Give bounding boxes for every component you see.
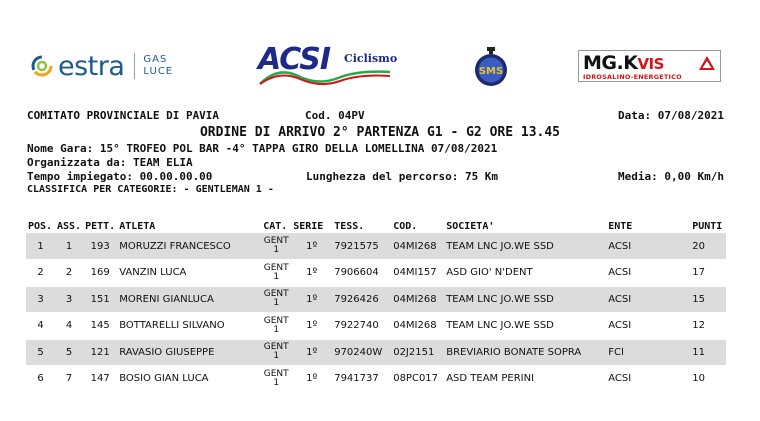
cell-pett: 151	[83, 286, 117, 313]
col-cod: COD.	[393, 220, 418, 232]
cell-societa: TEAM LNC JO.WE SSD	[444, 233, 606, 260]
cell-serie: 1º	[291, 339, 332, 366]
estra-divider	[134, 53, 135, 79]
table-row	[26, 233, 726, 260]
col-atleta: ATLETA	[119, 220, 156, 232]
table-row	[26, 366, 726, 393]
cell-societa: TEAM LNC JO.WE SSD	[444, 286, 606, 313]
cell-pos: 4	[26, 313, 55, 340]
cell-ass: 5	[55, 339, 83, 366]
cell-tess: 7921575	[332, 233, 391, 260]
col-societa: SOCIETA'	[446, 220, 495, 232]
race-date: Data: 07/08/2021	[618, 109, 724, 122]
cell-cod: 04MI268	[391, 233, 444, 260]
cell-societa: BREVIARIO BONATE SOPRA	[444, 339, 606, 366]
cell-tess: 7922740	[332, 313, 391, 340]
cell-atleta: MORENI GIANLUCA	[117, 286, 261, 313]
cell-serie: 1º	[291, 366, 332, 393]
cell-pos: 5	[26, 339, 55, 366]
committee-label: COMITATO PROVINCIALE DI PAVIA	[27, 109, 220, 122]
mgk-subtitle: IDROSALINO-ENERGETICO	[583, 73, 682, 81]
cell-cod: 08PC017	[391, 366, 444, 393]
cell-societa: ASD GIO' N'DENT	[444, 260, 606, 287]
cell-tess: 7906604	[332, 260, 391, 287]
cell-pett: 145	[83, 313, 117, 340]
time-used: Tempo impiegato: 00.00.00.00	[27, 170, 213, 183]
mgk-wordmark	[583, 52, 664, 74]
estra-logo	[30, 50, 173, 82]
results-table	[26, 219, 726, 393]
cell-cat-line1: GENT	[263, 342, 289, 353]
col-cat: CAT.	[263, 220, 288, 232]
cell-cat-line1: GENT	[263, 368, 289, 379]
cell-atleta: RAVASIO GIUSEPPE	[117, 339, 261, 366]
cell-pett: 121	[83, 339, 117, 366]
sms-stopwatch-logo	[472, 47, 510, 87]
cell-cat-line2: 1	[273, 245, 280, 255]
col-tess: TESS.	[334, 220, 365, 232]
cell-punti: 11	[690, 339, 726, 366]
cell-punti: 15	[690, 286, 726, 313]
table-row	[26, 260, 726, 287]
cell-ente: ACSI	[606, 366, 690, 393]
col-punti: PUNTI	[692, 220, 723, 232]
cell-cat	[261, 233, 291, 260]
estra-wordmark: estra	[58, 50, 125, 82]
route-length: Lunghezza del percorso: 75 Km	[306, 170, 499, 183]
cell-tess: 7926426	[332, 286, 391, 313]
cell-cod: 02J2151	[391, 339, 444, 366]
cell-punti: 10	[690, 366, 726, 393]
cell-societa: ASD TEAM PERINI	[444, 366, 606, 393]
col-pett: PETT.	[85, 220, 116, 232]
cell-cat-line2: 1	[273, 271, 280, 282]
cell-serie: 1º	[291, 260, 332, 287]
cell-ente: FCI	[606, 339, 690, 366]
cell-ass: 3	[55, 286, 83, 313]
classification: CLASSIFICA PER CATEGORIE: - GENTLEMAN 1 -	[27, 184, 274, 195]
race-code: Cod. 04PV	[305, 109, 365, 122]
cell-cat	[261, 313, 291, 340]
cell-cat	[261, 366, 291, 393]
acsi-wordmark: ACSI	[258, 42, 331, 77]
table-header-row	[26, 219, 726, 233]
cell-ente: ACSI	[606, 260, 690, 287]
cell-pos: 2	[26, 260, 55, 287]
cell-ass: 2	[55, 260, 83, 287]
cell-ente: ACSI	[606, 313, 690, 340]
cell-cat	[261, 260, 291, 287]
estra-sub-luce: LUCE	[143, 66, 174, 77]
cell-cat	[261, 339, 291, 366]
cell-cod: 04MI268	[391, 313, 444, 340]
estra-subtitle	[143, 54, 173, 78]
col-serie: SERIE	[293, 220, 324, 232]
cell-pos: 6	[26, 366, 55, 393]
cell-cat-line2: 1	[273, 298, 280, 309]
cell-cat-line1: GENT	[263, 315, 289, 326]
cell-tess: 970240W	[332, 339, 391, 366]
cell-pett: 147	[83, 366, 117, 393]
acsi-subtitle: Ciclismo	[344, 52, 398, 65]
cell-atleta: BOTTARELLI SILVANO	[117, 313, 261, 340]
cell-atleta: VANZIN LUCA	[117, 260, 261, 287]
page-title: ORDINE DI ARRIVO 2° PARTENZA G1 - G2 ORE 13.45	[199, 125, 561, 140]
race-name: Nome Gara: 15° TROFEO POL BAR -4° TAPPA GIRO DELLA LOMELLINA 07/08/2021	[27, 142, 498, 155]
organizer: Organizzata da: TEAM ELIA	[27, 156, 193, 169]
sponsor-logos	[0, 0, 760, 105]
cell-tess: 7941737	[332, 366, 391, 393]
cell-serie: 1º	[291, 233, 332, 260]
cell-cat-line2: 1	[273, 351, 280, 362]
table-row	[26, 339, 726, 366]
col-ente: ENTE	[608, 220, 633, 232]
cell-serie: 1º	[291, 286, 332, 313]
cell-pos: 1	[26, 233, 55, 260]
cell-ass: 7	[55, 366, 83, 393]
cell-cat-line1: GENT	[263, 289, 289, 300]
cell-punti: 12	[690, 313, 726, 340]
acsi-swoosh-icon	[258, 62, 393, 86]
average-speed: Media: 0,00 Km/h	[618, 170, 724, 183]
cell-cat	[261, 286, 291, 313]
mgk-vis-logo	[578, 50, 721, 82]
cell-ass: 4	[55, 313, 83, 340]
cell-cat-line2: 1	[273, 377, 280, 388]
cell-punti: 17	[690, 260, 726, 287]
mgk-word: MG.K	[583, 52, 638, 74]
cell-pett: 193	[83, 233, 117, 260]
cell-atleta: MORUZZI FRANCESCO	[117, 233, 261, 260]
acsi-logo	[258, 42, 398, 88]
cell-ente: ACSI	[606, 286, 690, 313]
cell-cod: 04MI157	[391, 260, 444, 287]
cell-ass: 1	[55, 233, 83, 260]
estra-swirl-icon	[30, 54, 54, 78]
col-ass: ASS.	[57, 220, 82, 232]
cell-societa: TEAM LNC JO.WE SSD	[444, 313, 606, 340]
table-row	[26, 313, 726, 340]
estra-sub-gas: GAS	[143, 54, 168, 65]
col-pos: POS.	[28, 220, 53, 232]
mgk-vis: VIS	[637, 55, 664, 73]
cell-cat-line1: GENT	[263, 262, 289, 273]
cell-cod: 04MI268	[391, 286, 444, 313]
cell-serie: 1º	[291, 313, 332, 340]
cell-punti: 20	[690, 233, 726, 260]
cell-pett: 169	[83, 260, 117, 287]
cell-ente: ACSI	[606, 233, 690, 260]
sms-text: SMS	[478, 66, 504, 77]
mgk-triangle-icon	[698, 55, 716, 71]
cell-cat-line2: 1	[273, 324, 280, 335]
cell-cat-line1: GENT	[263, 236, 289, 246]
cell-pos: 3	[26, 286, 55, 313]
table-row	[26, 286, 726, 313]
cell-atleta: BOSIO GIAN LUCA	[117, 366, 261, 393]
